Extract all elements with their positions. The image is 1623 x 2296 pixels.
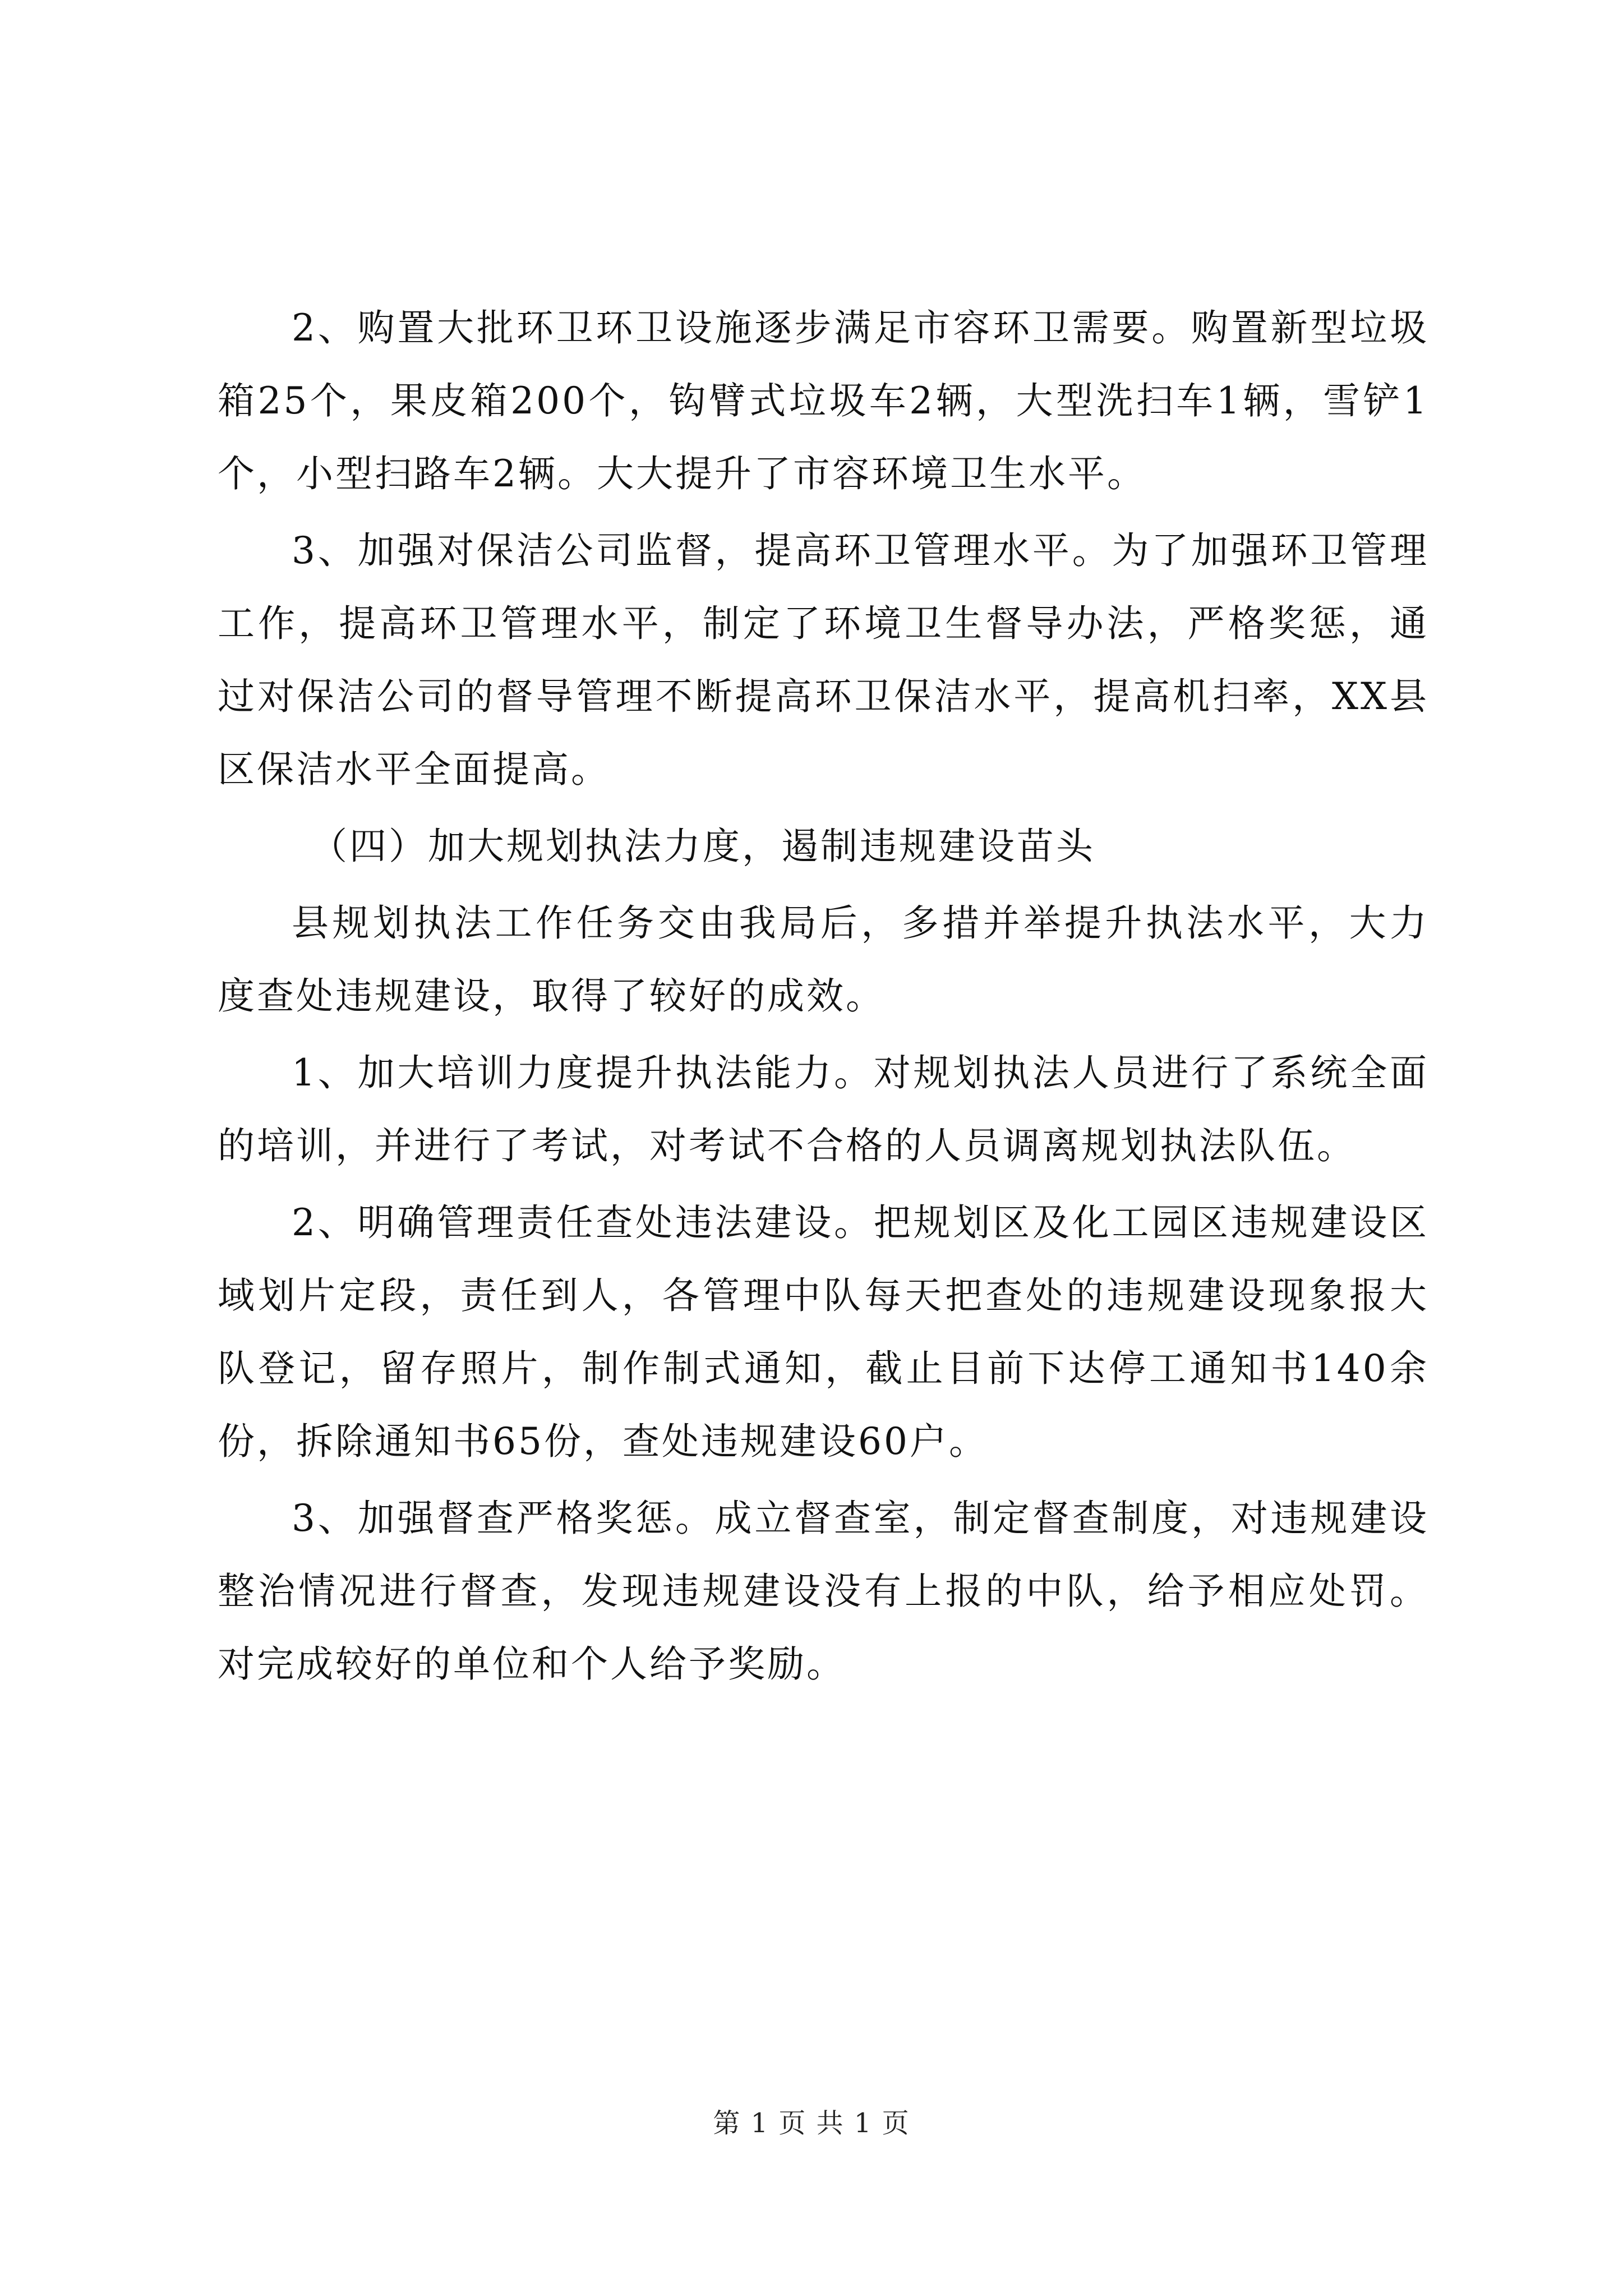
paragraph-item-3-supervision: 3、加强对保洁公司监督，提高环卫管理水平。为了加强环卫管理工作，提高环卫管理水平，制定了环境卫生督导办法，严格奖惩，通过对保洁公司的督导管理不断提高环卫保洁水平，提高机扫率，XX县区保洁水平全面提高。 — [218, 529, 1429, 791]
paragraph-item-1-training: 1、加大培训力度提升执法能力。对规划执法人员进行了系统全面的培训，并进行了考试，对考试不合格的人员调离规划执法队伍。 — [218, 1051, 1429, 1167]
page-number-footer: 第 1 页 共 1 页 — [713, 2108, 910, 2139]
paragraph-item-3-inspection: 3、加强督查严格奖惩。成立督查室，制定督查制度，对违规建设整治情况进行督查，发现违规建设没有上报的中队，给予相应处罚。对完成较好的单位和个人给予奖励。 — [218, 1497, 1429, 1686]
document-body — [218, 292, 1429, 1701]
paragraph-item-2-responsibility: 2、明确管理责任查处违法建设。把规划区及化工园区违规建设区域划片定段，责任到人，各管理中队每天把查处的违规建设现象报大队登记，留存照片，制作制式通知，截止目前下达停工通知书140余份，拆除通知书65份，查处违规建设60户。 — [218, 1201, 1429, 1463]
paragraph-item-2-procurement: 2、购置大批环卫环卫设施逐步满足市容环卫需要。购置新型垃圾箱25个，果皮箱200个，钩臂式垃圾车2辆，大型洗扫车1辆，雪铲1个，小型扫路车2辆。大大提升了市容环境卫生水平。 — [218, 306, 1429, 495]
section-intro-paragraph: 县规划执法工作任务交由我局后，多措并举提升执法水平，大力度查处违规建设，取得了较好的成效。 — [218, 901, 1429, 1018]
section-heading-four: （四）加大规划执法力度，遏制违规建设苗头 — [310, 825, 1095, 868]
